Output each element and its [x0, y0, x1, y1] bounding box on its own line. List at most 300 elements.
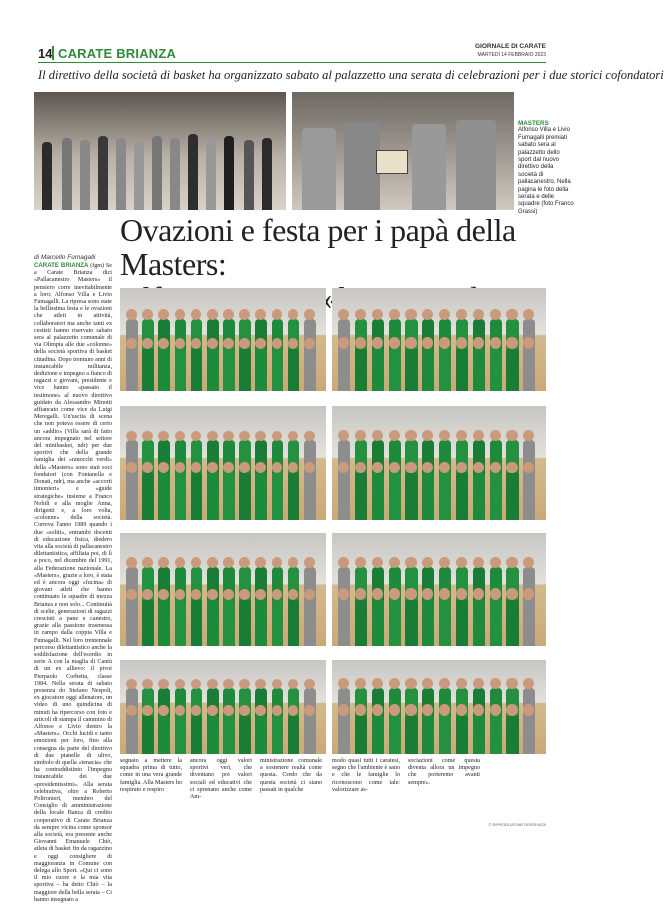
photo-figure	[223, 348, 235, 391]
photo-figure	[355, 472, 367, 520]
photo-figure	[456, 472, 468, 520]
photo-figure-head	[158, 431, 169, 442]
photo-figure-head	[288, 338, 299, 349]
photo-figure	[158, 599, 170, 646]
photo-figure-head	[473, 588, 484, 599]
photo-figure-head	[456, 588, 467, 599]
photo-figure	[302, 128, 336, 210]
photo-figure-head	[239, 679, 250, 690]
article-body-column-5: modo quasi tutti i caratesi, segno che l'ambiente è sano e che le famiglie lo riconoscono come tale: valorizzare as-	[332, 758, 400, 793]
photo-figure-head	[422, 309, 433, 320]
photo-figure	[191, 599, 203, 646]
photo-team-1	[120, 288, 326, 391]
photo-figure-head	[389, 704, 400, 715]
photo-figure	[158, 472, 170, 520]
photo-figure	[126, 348, 138, 391]
photo-figure-head	[223, 679, 234, 690]
photo-figure	[98, 136, 108, 210]
photo-figure-head	[389, 588, 400, 599]
photo-figure-head	[372, 337, 383, 348]
photo-figure	[490, 348, 502, 391]
photo-figure	[207, 348, 219, 391]
photo-figure	[456, 348, 468, 391]
photo-figure-head	[142, 705, 153, 716]
photo-figure	[506, 348, 518, 391]
photo-figure-head	[338, 557, 349, 568]
photo-figure	[288, 715, 300, 754]
photo-figure-head	[175, 338, 186, 349]
photo-figure	[223, 599, 235, 646]
photo-figure-head	[473, 704, 484, 715]
photo-figure	[523, 599, 535, 646]
photo-figure-head	[126, 431, 137, 442]
photo-figure-head	[506, 588, 517, 599]
photo-figure-head	[355, 337, 366, 348]
photo-figure-head	[506, 430, 517, 441]
photo-team-3	[120, 406, 326, 520]
photo-figure	[304, 472, 316, 520]
photo-figure	[191, 715, 203, 754]
photo-figure-head	[255, 679, 266, 690]
photo-figure-head	[207, 309, 218, 320]
photo-figure	[255, 599, 267, 646]
photo-figure-head	[355, 309, 366, 320]
photo-figure-head	[506, 462, 517, 473]
photo-figure	[389, 472, 401, 520]
photo-figure	[338, 715, 350, 754]
photo-figure-head	[456, 557, 467, 568]
photo-figure	[134, 140, 144, 210]
photo-figure-head	[126, 309, 137, 320]
photo-team-4	[332, 406, 546, 520]
photo-figure-head	[405, 557, 416, 568]
photo-figure	[239, 715, 251, 754]
photo-figure	[372, 599, 384, 646]
photo-figure	[191, 472, 203, 520]
photo-figure-head	[523, 704, 534, 715]
photo-figure-head	[255, 309, 266, 320]
photo-figure	[126, 599, 138, 646]
photo-figure	[262, 138, 272, 210]
photo-figure-head	[439, 557, 450, 568]
photo-figure-head	[473, 337, 484, 348]
headline-line-1: Ovazioni e festa per i papà della Masters:	[120, 212, 516, 282]
photo-team-6	[332, 533, 546, 646]
photo-figure-head	[207, 557, 218, 568]
photo-figure	[239, 348, 251, 391]
photo-team-2	[332, 288, 546, 391]
photo-figure	[405, 599, 417, 646]
photo-figure-head	[304, 705, 315, 716]
photo-figure-head	[158, 705, 169, 716]
photo-figure	[223, 472, 235, 520]
photo-figure-head	[207, 589, 218, 600]
photo-founders	[292, 92, 514, 210]
photo-figure	[304, 599, 316, 646]
photo-figure-head	[255, 705, 266, 716]
photo-figure-head	[142, 431, 153, 442]
photo-team-7	[120, 660, 326, 754]
photo-figure	[523, 472, 535, 520]
photo-figure	[206, 138, 216, 210]
photo-figure	[175, 348, 187, 391]
photo-figure	[405, 715, 417, 754]
photo-figure-head	[405, 462, 416, 473]
photo-figure-head	[372, 557, 383, 568]
header-rule	[38, 62, 546, 63]
photo-figure	[439, 348, 451, 391]
photo-figure	[389, 715, 401, 754]
photo-figure-head	[126, 679, 137, 690]
photo-figure-head	[355, 704, 366, 715]
photo-figure-head	[158, 338, 169, 349]
photo-figure	[288, 599, 300, 646]
photo-figure-head	[272, 557, 283, 568]
photo-figure	[288, 348, 300, 391]
photo-figure-head	[389, 337, 400, 348]
photo-figure	[224, 136, 234, 210]
photo-figure-head	[191, 557, 202, 568]
photo-figure	[255, 472, 267, 520]
photo-figure-head	[456, 704, 467, 715]
photo-award-group	[34, 92, 286, 210]
photo-caption	[518, 120, 574, 216]
photo-figure-head	[338, 704, 349, 715]
photo-figure-head	[175, 309, 186, 320]
photo-figure-head	[191, 589, 202, 600]
photo-figure	[456, 599, 468, 646]
photo-team-8	[332, 660, 546, 754]
photo-figure-head	[490, 678, 501, 689]
copyright-credit: © RIPRODUZIONE RISERVATA	[488, 822, 546, 827]
photo-figure-head	[372, 430, 383, 441]
photo-figure-head	[158, 679, 169, 690]
photo-figure	[523, 715, 535, 754]
photo-figure	[272, 715, 284, 754]
photo-figure-head	[389, 430, 400, 441]
photo-figure	[473, 348, 485, 391]
photo-figure-head	[126, 462, 137, 473]
photo-figure-head	[372, 462, 383, 473]
photo-figure-head	[239, 309, 250, 320]
photo-figure-head	[372, 588, 383, 599]
photo-figure-head	[304, 309, 315, 320]
photo-figure	[473, 715, 485, 754]
photo-figure	[422, 715, 434, 754]
photo-figure	[170, 138, 180, 210]
photo-figure	[142, 599, 154, 646]
photo-figure-head	[272, 589, 283, 600]
article-body-column-2: segnato a mettere la squadra prima di tutto, come in una vera grande famiglia. Alla Masters ho respirato e respiro	[120, 758, 182, 793]
photo-figure-head	[389, 678, 400, 689]
photo-figure	[42, 142, 52, 210]
photo-figure	[456, 120, 496, 210]
photo-figure-head	[456, 309, 467, 320]
photo-figure	[439, 715, 451, 754]
photo-figure-head	[142, 679, 153, 690]
photo-figure-head	[506, 704, 517, 715]
photo-figure-head	[422, 557, 433, 568]
photo-figure	[142, 348, 154, 391]
photo-plaque	[376, 150, 408, 174]
photo-team-5	[120, 533, 326, 646]
photo-figure-head	[191, 705, 202, 716]
photo-figure-head	[439, 588, 450, 599]
photo-figure-head	[523, 557, 534, 568]
photo-figure	[126, 472, 138, 520]
photo-figure-head	[142, 309, 153, 320]
photo-figure	[523, 348, 535, 391]
photo-figure-head	[490, 462, 501, 473]
photo-figure-head	[405, 678, 416, 689]
photo-figure-head	[207, 338, 218, 349]
photo-figure	[506, 599, 518, 646]
photo-figure-head	[175, 557, 186, 568]
photo-caption-text: Alfonso Villa e Livio Fumagalli premiati sabato sera al palazzetto dello sport dal nuovo direttivo della società di pallacanestro. Nella pagina le foto della serata e delle squadre (foto Franco Grassi)	[518, 127, 574, 215]
photo-figure-head	[372, 309, 383, 320]
photo-figure-head	[207, 431, 218, 442]
photo-figure-head	[389, 462, 400, 473]
photo-figure	[175, 599, 187, 646]
photo-figure-head	[239, 557, 250, 568]
photo-figure-head	[223, 309, 234, 320]
photo-figure	[473, 472, 485, 520]
photo-figure-head	[456, 337, 467, 348]
photo-figure	[255, 348, 267, 391]
photo-figure-head	[304, 557, 315, 568]
photo-figure-head	[272, 338, 283, 349]
photo-figure-head	[338, 588, 349, 599]
photo-figure	[456, 715, 468, 754]
photo-figure-head	[405, 588, 416, 599]
photo-figure-head	[288, 557, 299, 568]
photo-figure-head	[272, 309, 283, 320]
photo-figure	[126, 715, 138, 754]
photo-figure	[239, 599, 251, 646]
photo-figure	[158, 715, 170, 754]
photo-figure	[405, 348, 417, 391]
page-number: 14	[38, 46, 53, 61]
photo-figure-head	[506, 557, 517, 568]
photo-figure-head	[207, 705, 218, 716]
photo-figure	[207, 599, 219, 646]
photo-figure-head	[490, 430, 501, 441]
photo-figure	[506, 715, 518, 754]
photo-figure-head	[223, 705, 234, 716]
photo-figure-head	[126, 705, 137, 716]
photo-figure	[80, 140, 90, 210]
photo-figure-head	[372, 704, 383, 715]
photo-figure	[405, 472, 417, 520]
photo-figure-head	[288, 589, 299, 600]
photo-figure-head	[473, 678, 484, 689]
photo-figure	[490, 715, 502, 754]
photo-figure	[272, 472, 284, 520]
photo-figure	[490, 472, 502, 520]
photo-figure	[175, 715, 187, 754]
photo-figure-head	[255, 431, 266, 442]
photo-figure	[344, 122, 380, 210]
photo-figure	[372, 472, 384, 520]
photo-figure-head	[304, 679, 315, 690]
photo-figure	[175, 472, 187, 520]
photo-figure-head	[223, 431, 234, 442]
photo-figure	[422, 348, 434, 391]
photo-figure-head	[239, 462, 250, 473]
photo-figure-head	[490, 337, 501, 348]
photo-figure-head	[405, 337, 416, 348]
photo-figure	[506, 472, 518, 520]
photo-figure	[473, 599, 485, 646]
article-body-column-1	[34, 262, 112, 904]
photo-figure-head	[439, 309, 450, 320]
photo-figure-head	[255, 557, 266, 568]
photo-figure	[207, 715, 219, 754]
photo-figure-head	[473, 462, 484, 473]
photo-figure-head	[439, 704, 450, 715]
photo-figure-head	[158, 309, 169, 320]
photo-figure-head	[422, 704, 433, 715]
photo-figure-head	[338, 309, 349, 320]
photo-figure-head	[288, 705, 299, 716]
article-byline: di Marcello Fumagalli	[34, 254, 96, 261]
article-kicker: Il direttivo della società di basket ha organizzato sabato al palazzetto una serata di celebrazioni per i due storici cofondatori	[38, 68, 664, 82]
photo-figure	[338, 472, 350, 520]
photo-figure-head	[142, 589, 153, 600]
photo-figure	[188, 134, 198, 210]
photo-figure-head	[523, 588, 534, 599]
photo-figure-head	[255, 338, 266, 349]
photo-figure	[338, 599, 350, 646]
photo-figure-head	[223, 462, 234, 473]
photo-figure-head	[389, 309, 400, 320]
photo-figure-head	[405, 704, 416, 715]
photo-figure	[223, 715, 235, 754]
photo-figure-head	[239, 338, 250, 349]
photo-figure	[439, 472, 451, 520]
photo-figure	[355, 348, 367, 391]
photo-figure-head	[490, 309, 501, 320]
photo-figure	[422, 472, 434, 520]
photo-figure-head	[490, 588, 501, 599]
photo-figure-head	[523, 309, 534, 320]
photo-figure-head	[372, 678, 383, 689]
photo-figure	[62, 138, 72, 210]
photo-figure	[142, 715, 154, 754]
article-location: CARATE BRIANZA	[34, 262, 89, 269]
photo-figure	[272, 599, 284, 646]
photo-figure	[372, 348, 384, 391]
photo-figure-head	[304, 431, 315, 442]
photo-figure-head	[207, 462, 218, 473]
photo-figure-head	[223, 338, 234, 349]
paper-date: MARTEDÌ 14 FEBBRAIO 2023	[477, 52, 546, 58]
photo-figure	[355, 715, 367, 754]
photo-figure-head	[142, 462, 153, 473]
photo-figure	[422, 599, 434, 646]
photo-figure-head	[506, 337, 517, 348]
photo-figure-head	[490, 704, 501, 715]
photo-figure-head	[490, 557, 501, 568]
photo-figure	[490, 599, 502, 646]
photo-figure-head	[142, 338, 153, 349]
photo-figure-head	[223, 589, 234, 600]
paper-name: GIORNALE DI CARATE	[474, 43, 546, 50]
photo-figure-head	[288, 309, 299, 320]
photo-caption-title: MASTERS	[518, 120, 549, 127]
photo-figure-head	[239, 431, 250, 442]
photo-figure-head	[422, 588, 433, 599]
section-title: CARATE BRIANZA	[58, 46, 177, 61]
photo-figure-head	[304, 462, 315, 473]
article-body-column-6: sociazioni come questa diventa allora un impegno che porteremo avanti sempre».	[408, 758, 480, 786]
article-body-column-4: ministrazione comunale a sostenere realtà come questa. Credo che da questa società ci siano passati in qualche	[260, 758, 322, 793]
photo-figure-head	[473, 430, 484, 441]
photo-figure-head	[355, 557, 366, 568]
photo-figure-head	[239, 705, 250, 716]
photo-figure	[389, 599, 401, 646]
photo-figure	[372, 715, 384, 754]
photo-figure	[338, 348, 350, 391]
photo-figure-head	[175, 589, 186, 600]
photo-figure	[304, 715, 316, 754]
photo-figure-head	[207, 679, 218, 690]
photo-figure-head	[126, 557, 137, 568]
article-text-1: (fgm) Se a Carate Brianza dici «Pallacanestro Masters» il pensiero corre inevitabilmente a loro: Alfonso Villa e Livio Fumagalli. La ripresa sono state la bellissima festa e le ovazioni che atleti in attività, collaboratori ma anche tanti ex cestisti hanno riservato sabato sera al palazzetto comunale di via Olimpia alle due «colonne» della società sportiva di basket cittadina. Dopo trentuno anni di instancabile militanza, dedizione e impegno a fianco di ragazzi e giovani, presidente e vice hanno «passato il testimone» al nuovo direttivo guidato da Alessandro Minotti affiancato come vice da Luigi Meregalli. Un'uscita di scena che non poteva essere di certo un «addio» (Villa sarà di fatto ancora impegnato nel settore del minibasket, ndr) per due sportivi che della grande famiglia dei «ranocchi verdi» della «Masters» sono stati soci fondatori (con Fontanella e Donati, ndr), ma anche «accorti timonieri» e «guide strategiche» insieme a Franco Nobili e alla moglie Anna, dirigenti e, a loro volta, «colonne» della società. Correva l'anno 1989 quando i due «soliti», entrambi docenti di educazione fisica, diedero vita alla società di pallacanestro dilettantistica, affiliata poi, di lì a poco, nel dicembre del 1991, alla Federazione nazionale. La «Masters», grazie a loro, è stata ed è ancora oggi «fucina» di giovani atleti che hanno continuato le squadre di mezza Brianza e non solo... Continuità di scelte, generazioni di ragazzi cresciuti a pane e canestro, grazie alla passione trasmessa in campo dalla coppia Villa e Fumagalli. Nel loro trentennale percorso dilettantistico anche la soddisfazione dell'esordio in serie A con la maglia di Cantù di un ex allievo: il pivot Pierpaolo Corbetta, classe 1984. Nella serata di sabato presenza do Stefano Nespoli, ex giocatore oggi allenatore, un video di uno quindicina di minuti ha ripercorso con foto e articoli di stampa il cammino di Alfonso e Livio dentro la «Masters». Occhi lucidi e tanto emozioni per loro, fino alla consegna da parte del direttivo di due pianelle di ulivo, simbolo di quella «tenacia» che ha contraddistinto l'impegno instancabile dei due «presidentissimi». Alla serata celebrativa, oltre a Roberto Poltronieri, membro del Consiglio di amministrazione della locale Banca di credito cooperativo di Carate Brianza da sempre vicina come sponsor alla società, era presente anche Giovanni Emanuele Chiò, atleta di basket fin da ragazzino e oggi consigliere di maggioranza in Comune con delega allo Sport. «Qui ci sono il mio cuore e la mia vita sportiva – ha detto Chiò – la maggiore della bella serata – Ci hanno insegnato a	[34, 263, 113, 903]
photo-figure-head	[126, 338, 137, 349]
photo-figure-head	[126, 589, 137, 600]
photo-figure	[244, 140, 254, 210]
photo-figure-head	[175, 705, 186, 716]
article-body-column-3: ancora oggi valori sportivi veri, che diventano poi valori sociali ed educativi che ci sprenano anche come Am-	[190, 758, 252, 801]
photo-figure-head	[473, 557, 484, 568]
photo-figure-head	[338, 337, 349, 348]
photo-figure-head	[405, 309, 416, 320]
photo-figure	[412, 124, 446, 210]
photo-figure	[272, 348, 284, 391]
photo-figure	[116, 138, 126, 210]
section-divider	[52, 46, 54, 60]
photo-figure	[255, 715, 267, 754]
photo-figure-head	[439, 337, 450, 348]
photo-figure	[288, 472, 300, 520]
photo-figure	[355, 599, 367, 646]
photo-figure-head	[355, 588, 366, 599]
photo-figure-head	[158, 557, 169, 568]
photo-figure	[142, 472, 154, 520]
photo-figure-head	[405, 430, 416, 441]
photo-figure-head	[191, 309, 202, 320]
photo-figure	[304, 348, 316, 391]
photo-figure-head	[142, 557, 153, 568]
photo-figure	[191, 348, 203, 391]
photo-figure	[239, 472, 251, 520]
photo-figure-head	[255, 589, 266, 600]
photo-figure	[158, 348, 170, 391]
photo-figure	[389, 348, 401, 391]
photo-figure-head	[473, 309, 484, 320]
photo-figure	[439, 599, 451, 646]
photo-figure-head	[191, 338, 202, 349]
photo-figure-head	[304, 589, 315, 600]
photo-figure-head	[304, 338, 315, 349]
photo-figure	[152, 136, 162, 210]
photo-figure-head	[506, 309, 517, 320]
photo-figure-head	[239, 589, 250, 600]
photo-figure-head	[506, 678, 517, 689]
photo-figure	[207, 472, 219, 520]
photo-figure-head	[158, 589, 169, 600]
